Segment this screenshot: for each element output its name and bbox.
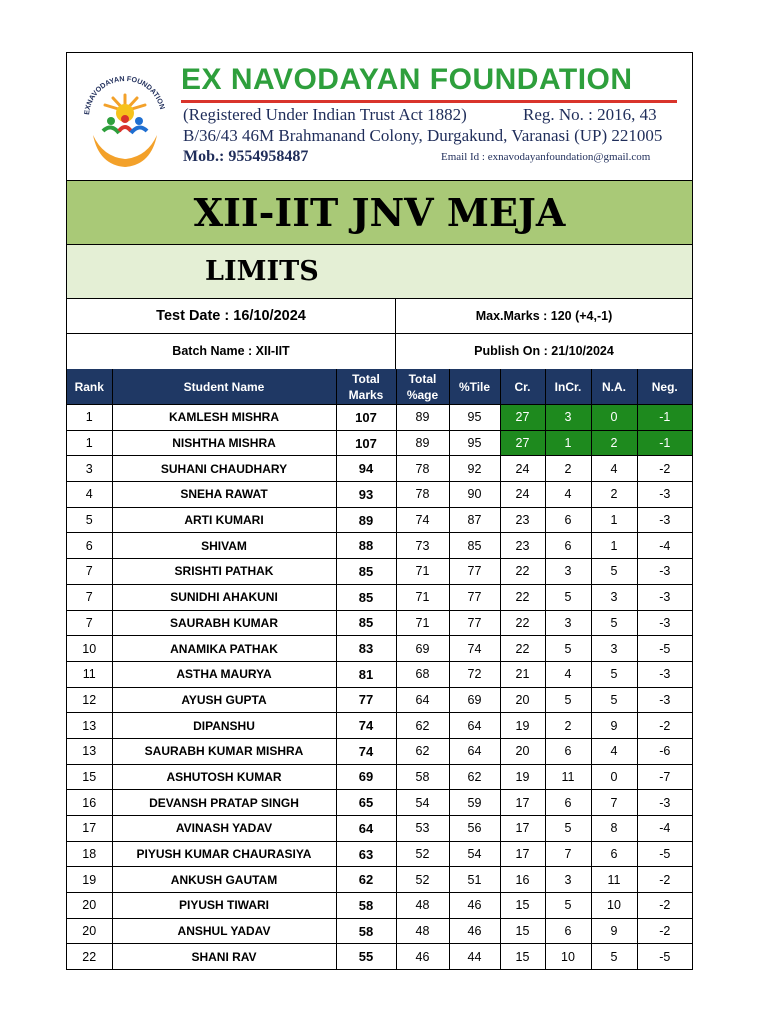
foundation-logo-icon <box>77 61 173 175</box>
percentile-cell: 87 <box>449 507 500 533</box>
percentile-cell: 95 <box>449 405 500 431</box>
incorrect-cell: 1 <box>545 430 591 456</box>
percentage-cell: 48 <box>396 893 449 919</box>
percentage-cell: 68 <box>396 661 449 687</box>
percentile-cell: 46 <box>449 893 500 919</box>
percentile-cell: 59 <box>449 790 500 816</box>
percentile-cell: 74 <box>449 636 500 662</box>
incorrect-cell: 5 <box>545 584 591 610</box>
student-name-cell: ARTI KUMARI <box>112 507 336 533</box>
negative-cell: -3 <box>637 687 692 713</box>
percentage-cell: 71 <box>396 610 449 636</box>
student-name-cell: SHIVAM <box>112 533 336 559</box>
negative-cell: -5 <box>637 841 692 867</box>
correct-cell: 23 <box>500 533 545 559</box>
percentage-cell: 58 <box>396 764 449 790</box>
max-marks: Max.Marks : 120 (+4,-1) <box>475 309 613 323</box>
column-header: N.A. <box>591 369 637 405</box>
correct-cell: 16 <box>500 867 545 893</box>
incorrect-cell: 5 <box>545 893 591 919</box>
negative-cell: -3 <box>637 584 692 610</box>
svg-text:EXNAVODAYAN FOUNDATION: EXNAVODAYAN FOUNDATION <box>82 73 168 116</box>
incorrect-cell: 3 <box>545 610 591 636</box>
rank-cell: 18 <box>67 841 112 867</box>
student-name-cell: ANAMIKA PATHAK <box>112 636 336 662</box>
incorrect-cell: 2 <box>545 713 591 739</box>
correct-cell: 24 <box>500 482 545 508</box>
registration-text: (Registered Under Indian Trust Act 1882) <box>183 105 467 124</box>
correct-cell: 20 <box>500 687 545 713</box>
not-attempted-cell: 5 <box>591 661 637 687</box>
percentile-cell: 51 <box>449 867 500 893</box>
percentile-cell: 56 <box>449 816 500 842</box>
correct-cell: 22 <box>500 559 545 585</box>
negative-cell: -4 <box>637 533 692 559</box>
negative-cell: -3 <box>637 559 692 585</box>
not-attempted-cell: 3 <box>591 636 637 662</box>
incorrect-cell: 10 <box>545 944 591 969</box>
negative-cell: -2 <box>637 893 692 919</box>
not-attempted-cell: 4 <box>591 738 637 764</box>
table-row <box>67 482 692 508</box>
correct-cell: 15 <box>500 944 545 969</box>
incorrect-cell: 6 <box>545 507 591 533</box>
rank-cell: 15 <box>67 764 112 790</box>
table-row <box>67 944 692 969</box>
total-marks-cell: 107 <box>336 430 396 456</box>
student-name-cell: ANKUSH GAUTAM <box>112 867 336 893</box>
percentile-cell: 77 <box>449 559 500 585</box>
percentile-cell: 85 <box>449 533 500 559</box>
student-name-cell: AYUSH GUPTA <box>112 687 336 713</box>
table-row <box>67 918 692 944</box>
table-row <box>67 816 692 842</box>
negative-cell: -5 <box>637 944 692 969</box>
rank-cell: 7 <box>67 610 112 636</box>
column-header: Student Name <box>112 369 336 405</box>
negative-cell: -2 <box>637 918 692 944</box>
total-marks-cell: 65 <box>336 790 396 816</box>
rank-cell: 4 <box>67 482 112 508</box>
not-attempted-cell: 5 <box>591 944 637 969</box>
student-name-cell: SRISHTI PATHAK <box>112 559 336 585</box>
percentage-cell: 73 <box>396 533 449 559</box>
table-header-row <box>67 369 692 405</box>
total-marks-cell: 89 <box>336 507 396 533</box>
not-attempted-cell: 7 <box>591 790 637 816</box>
correct-cell: 17 <box>500 816 545 842</box>
rank-cell: 5 <box>67 507 112 533</box>
table-row <box>67 559 692 585</box>
not-attempted-cell: 1 <box>591 507 637 533</box>
rank-cell: 7 <box>67 584 112 610</box>
negative-cell: -3 <box>637 507 692 533</box>
correct-cell: 15 <box>500 893 545 919</box>
org-header <box>67 53 692 181</box>
column-header: Total Marks <box>336 369 396 405</box>
column-header: InCr. <box>545 369 591 405</box>
rank-cell: 16 <box>67 790 112 816</box>
total-marks-cell: 69 <box>336 764 396 790</box>
not-attempted-cell: 10 <box>591 893 637 919</box>
total-marks-cell: 93 <box>336 482 396 508</box>
percentage-cell: 64 <box>396 687 449 713</box>
total-marks-cell: 62 <box>336 867 396 893</box>
negative-cell: -5 <box>637 636 692 662</box>
correct-cell: 21 <box>500 661 545 687</box>
negative-cell: -3 <box>637 790 692 816</box>
negative-cell: -7 <box>637 764 692 790</box>
total-marks-cell: 94 <box>336 456 396 482</box>
column-header: Neg. <box>637 369 692 405</box>
negative-cell: -3 <box>637 661 692 687</box>
column-header: Cr. <box>500 369 545 405</box>
percentage-cell: 53 <box>396 816 449 842</box>
student-name-cell: SNEHA RAWAT <box>112 482 336 508</box>
student-name-cell: PIYUSH KUMAR CHAURASIYA <box>112 841 336 867</box>
table-row <box>67 867 692 893</box>
rank-cell: 13 <box>67 713 112 739</box>
total-marks-cell: 58 <box>336 893 396 919</box>
incorrect-cell: 7 <box>545 841 591 867</box>
not-attempted-cell: 9 <box>591 713 637 739</box>
org-name: EX NAVODAYAN FOUNDATION <box>181 63 633 96</box>
student-name-cell: DIPANSHU <box>112 713 336 739</box>
total-marks-cell: 83 <box>336 636 396 662</box>
correct-cell: 19 <box>500 713 545 739</box>
incorrect-cell: 6 <box>545 738 591 764</box>
incorrect-cell: 11 <box>545 764 591 790</box>
results-table <box>67 369 692 969</box>
negative-cell: -3 <box>637 482 692 508</box>
negative-cell: -2 <box>637 713 692 739</box>
negative-cell: -2 <box>637 456 692 482</box>
total-marks-cell: 64 <box>336 816 396 842</box>
percentage-cell: 52 <box>396 841 449 867</box>
rank-cell: 20 <box>67 893 112 919</box>
percentile-cell: 46 <box>449 918 500 944</box>
incorrect-cell: 5 <box>545 636 591 662</box>
not-attempted-cell: 5 <box>591 687 637 713</box>
student-name-cell: SUHANI CHAUDHARY <box>112 456 336 482</box>
not-attempted-cell: 2 <box>591 430 637 456</box>
total-marks-cell: 81 <box>336 661 396 687</box>
table-row <box>67 764 692 790</box>
incorrect-cell: 5 <box>545 816 591 842</box>
not-attempted-cell: 9 <box>591 918 637 944</box>
student-name-cell: KAMLESH MISHRA <box>112 405 336 431</box>
correct-cell: 23 <box>500 507 545 533</box>
table-row <box>67 507 692 533</box>
total-marks-cell: 107 <box>336 405 396 431</box>
page-subtitle: LIMITS <box>67 245 692 299</box>
table-row <box>67 405 692 431</box>
negative-cell: -2 <box>637 867 692 893</box>
table-row <box>67 687 692 713</box>
not-attempted-cell: 3 <box>591 584 637 610</box>
correct-cell: 27 <box>500 405 545 431</box>
percentage-cell: 71 <box>396 584 449 610</box>
negative-cell: -4 <box>637 816 692 842</box>
percentage-cell: 71 <box>396 559 449 585</box>
student-name-cell: SAURABH KUMAR <box>112 610 336 636</box>
percentage-cell: 52 <box>396 867 449 893</box>
percentage-cell: 89 <box>396 405 449 431</box>
table-row <box>67 841 692 867</box>
rank-cell: 13 <box>67 738 112 764</box>
student-name-cell: ASTHA MAURYA <box>112 661 336 687</box>
total-marks-cell: 88 <box>336 533 396 559</box>
total-marks-cell: 58 <box>336 918 396 944</box>
correct-cell: 22 <box>500 636 545 662</box>
percentage-cell: 62 <box>396 713 449 739</box>
percentage-cell: 69 <box>396 636 449 662</box>
percentage-cell: 46 <box>396 944 449 969</box>
student-name-cell: AVINASH YADAV <box>112 816 336 842</box>
table-row <box>67 430 692 456</box>
correct-cell: 17 <box>500 841 545 867</box>
student-name-cell: SAURABH KUMAR MISHRA <box>112 738 336 764</box>
percentage-cell: 54 <box>396 790 449 816</box>
publish-date: Publish On : 21/10/2024 <box>474 344 614 358</box>
percentile-cell: 54 <box>449 841 500 867</box>
table-row <box>67 610 692 636</box>
table-row <box>67 533 692 559</box>
percentile-cell: 69 <box>449 687 500 713</box>
percentile-cell: 95 <box>449 430 500 456</box>
total-marks-cell: 77 <box>336 687 396 713</box>
negative-cell: -3 <box>637 610 692 636</box>
incorrect-cell: 6 <box>545 533 591 559</box>
test-info-row <box>67 299 692 334</box>
incorrect-cell: 4 <box>545 661 591 687</box>
correct-cell: 20 <box>500 738 545 764</box>
not-attempted-cell: 5 <box>591 610 637 636</box>
org-address: B/36/43 46M Brahmanand Colony, Durgakund, Varanasi (UP) 221005 <box>183 126 663 145</box>
student-name-cell: NISHTHA MISHRA <box>112 430 336 456</box>
table-row <box>67 713 692 739</box>
percentile-cell: 77 <box>449 584 500 610</box>
rank-cell: 1 <box>67 405 112 431</box>
incorrect-cell: 3 <box>545 867 591 893</box>
rank-cell: 19 <box>67 867 112 893</box>
percentile-cell: 77 <box>449 610 500 636</box>
total-marks-cell: 55 <box>336 944 396 969</box>
not-attempted-cell: 6 <box>591 841 637 867</box>
student-name-cell: DEVANSH PRATAP SINGH <box>112 790 336 816</box>
rank-cell: 6 <box>67 533 112 559</box>
total-marks-cell: 85 <box>336 610 396 636</box>
percentile-cell: 64 <box>449 738 500 764</box>
rank-cell: 3 <box>67 456 112 482</box>
rank-cell: 1 <box>67 430 112 456</box>
correct-cell: 17 <box>500 790 545 816</box>
rank-cell: 20 <box>67 918 112 944</box>
correct-cell: 15 <box>500 918 545 944</box>
percentile-cell: 62 <box>449 764 500 790</box>
correct-cell: 22 <box>500 584 545 610</box>
rank-cell: 22 <box>67 944 112 969</box>
not-attempted-cell: 0 <box>591 405 637 431</box>
incorrect-cell: 4 <box>545 482 591 508</box>
not-attempted-cell: 4 <box>591 456 637 482</box>
not-attempted-cell: 2 <box>591 482 637 508</box>
incorrect-cell: 3 <box>545 405 591 431</box>
total-marks-cell: 63 <box>336 841 396 867</box>
incorrect-cell: 5 <box>545 687 591 713</box>
rank-cell: 7 <box>67 559 112 585</box>
batch-name: Batch Name : XII-IIT <box>67 334 396 369</box>
total-marks-cell: 74 <box>336 713 396 739</box>
correct-cell: 27 <box>500 430 545 456</box>
batch-info-row <box>67 334 692 369</box>
percentage-cell: 78 <box>396 456 449 482</box>
percentage-cell: 74 <box>396 507 449 533</box>
student-name-cell: PIYUSH TIWARI <box>112 893 336 919</box>
result-sheet <box>66 52 693 970</box>
negative-cell: -1 <box>637 405 692 431</box>
student-name-cell: SUNIDHI AHAKUNI <box>112 584 336 610</box>
percentage-cell: 62 <box>396 738 449 764</box>
table-row <box>67 584 692 610</box>
rank-cell: 11 <box>67 661 112 687</box>
table-row <box>67 456 692 482</box>
percentile-cell: 44 <box>449 944 500 969</box>
table-row <box>67 636 692 662</box>
percentile-cell: 64 <box>449 713 500 739</box>
table-row <box>67 790 692 816</box>
table-row <box>67 738 692 764</box>
rank-cell: 10 <box>67 636 112 662</box>
not-attempted-cell: 5 <box>591 559 637 585</box>
correct-cell: 24 <box>500 456 545 482</box>
registration-number: Reg. No. : 2016, 43 <box>523 105 657 124</box>
total-marks-cell: 85 <box>336 584 396 610</box>
not-attempted-cell: 0 <box>591 764 637 790</box>
incorrect-cell: 2 <box>545 456 591 482</box>
rank-cell: 17 <box>67 816 112 842</box>
percentage-cell: 78 <box>396 482 449 508</box>
student-name-cell: ANSHUL YADAV <box>112 918 336 944</box>
rank-cell: 12 <box>67 687 112 713</box>
incorrect-cell: 6 <box>545 790 591 816</box>
total-marks-cell: 85 <box>336 559 396 585</box>
test-date: Test Date : 16/10/2024 <box>67 299 396 333</box>
correct-cell: 22 <box>500 610 545 636</box>
incorrect-cell: 6 <box>545 918 591 944</box>
org-email: Email Id : exnavodayanfoundation@gmail.com <box>441 151 651 163</box>
percentile-cell: 90 <box>449 482 500 508</box>
percentage-cell: 48 <box>396 918 449 944</box>
percentile-cell: 72 <box>449 661 500 687</box>
column-header: Total %age <box>396 369 449 405</box>
negative-cell: -6 <box>637 738 692 764</box>
column-header: %Tile <box>449 369 500 405</box>
student-name-cell: ASHUTOSH KUMAR <box>112 764 336 790</box>
incorrect-cell: 3 <box>545 559 591 585</box>
student-name-cell: SHANI RAV <box>112 944 336 969</box>
percentage-cell: 89 <box>396 430 449 456</box>
not-attempted-cell: 11 <box>591 867 637 893</box>
not-attempted-cell: 8 <box>591 816 637 842</box>
table-row <box>67 893 692 919</box>
org-mobile: Mob.: 9554958487 <box>183 148 309 165</box>
table-body <box>67 405 692 970</box>
page-title: XII-IIT JNV MEJA <box>67 181 692 245</box>
not-attempted-cell: 1 <box>591 533 637 559</box>
negative-cell: -1 <box>637 430 692 456</box>
header-divider <box>181 100 677 103</box>
table-row <box>67 661 692 687</box>
column-header: Rank <box>67 369 112 405</box>
percentile-cell: 92 <box>449 456 500 482</box>
correct-cell: 19 <box>500 764 545 790</box>
total-marks-cell: 74 <box>336 738 396 764</box>
